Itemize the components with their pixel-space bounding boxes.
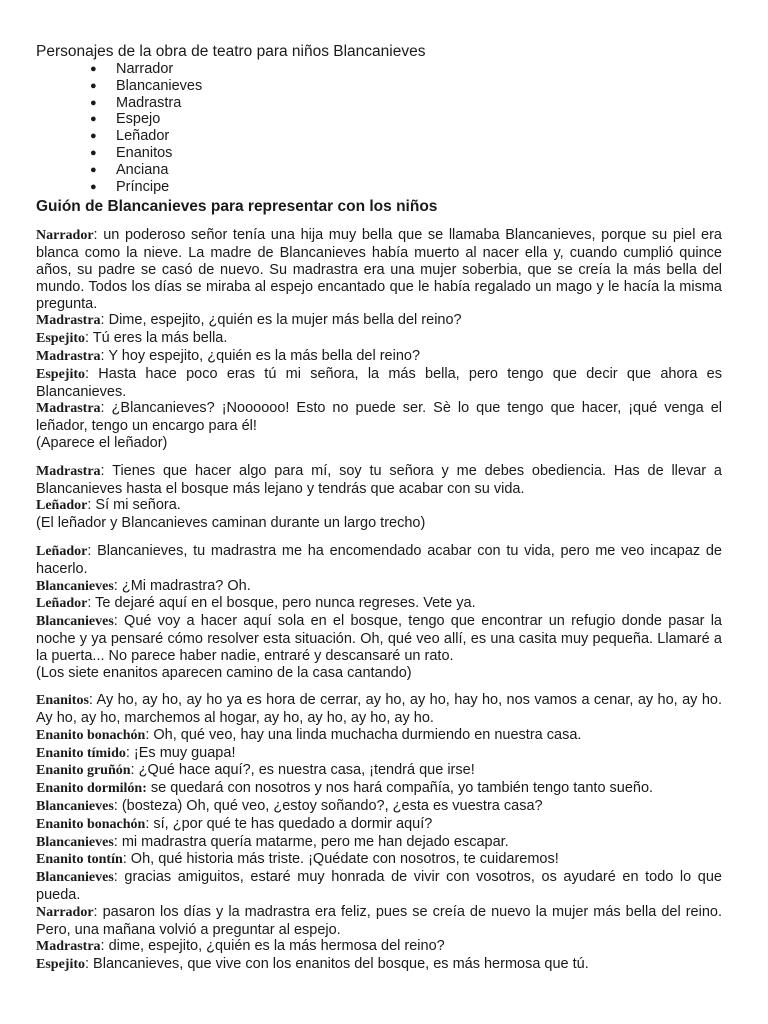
character-name: Príncipe	[116, 178, 170, 195]
speaker-name: Leñador	[36, 543, 88, 559]
character-list-item	[90, 179, 722, 196]
speaker-name: Madrastra	[36, 348, 101, 364]
dialogue-line	[36, 366, 722, 401]
dialogue-text: : Y hoy espejito, ¿quién es la más bella del reino?	[100, 347, 421, 364]
stage-direction: (El leñador y Blancanieves caminan durante un largo trecho)	[36, 515, 426, 532]
speaker-name: Blancanieves	[36, 614, 114, 630]
character-name: Espejo	[116, 111, 161, 128]
dialogue-text: : gracias amiguitos, estaré muy honrada de vivir con vosotros, os ayudaré en todo lo que pueda.	[36, 869, 722, 904]
dialogue-text: : Tienes que hacer algo para mí, soy tu señora y me debes obediencia. Has de llevar a Blancanieves hasta el bosque más lejano y tendrás que acabar con su vida.	[36, 462, 722, 497]
speaker-name: Madrastra	[36, 463, 101, 479]
script-block	[36, 692, 722, 974]
speaker-name: Leñador	[36, 596, 88, 612]
dialogue-line	[36, 578, 722, 596]
dialogue-line	[36, 595, 722, 613]
character-list	[36, 61, 722, 195]
dialogue-line	[36, 762, 722, 780]
dialogue-line	[36, 330, 722, 348]
character-list-item	[90, 95, 722, 112]
dialogue-text: : ¿Blancanieves? ¡Noooooo! Esto no puede ser. Sè lo que tengo que hacer, ¡qué venga el leñador, tengo un encargo para él!	[36, 400, 722, 435]
character-list-item	[90, 128, 722, 145]
character-list-item	[90, 111, 722, 128]
speaker-name: Enanito tontín	[36, 852, 123, 868]
script-title: Guión de Blancanieves para representar con los niños	[36, 198, 438, 216]
bullet-icon: ●	[90, 146, 97, 159]
script-body	[36, 227, 722, 974]
stage-direction: (Aparece el leñador)	[36, 434, 168, 451]
bullet-icon: ●	[90, 180, 97, 193]
dialogue-text: : Tú eres la más bella.	[85, 330, 228, 347]
speaker-name: Madrastra	[36, 401, 101, 417]
document-title: Personajes de la obra de teatro para niños Blancanieves	[36, 43, 426, 60]
dialogue-text: : (bosteza) Oh, qué veo, ¿estoy soñando?, ¿esta es vuestra casa?	[113, 798, 543, 815]
document-page	[36, 42, 722, 985]
dialogue-text: : Hasta hace poco eras tú mi señora, la más bella, pero tengo que decir que ahora es Blancanieves.	[36, 365, 722, 400]
dialogue-text: : pasaron los días y la madrastra era feliz, pues se creía de nuevo la mujer más bella del reino. Pero, una mañana volvió a preguntar al espejo.	[36, 903, 722, 938]
dialogue-text: : Oh, qué veo, hay una linda muchacha durmiendo en nuestra casa.	[145, 726, 582, 743]
bullet-icon: ●	[90, 163, 97, 176]
dialogue-text: : un poderoso señor tenía una hija muy bella que se llamaba Blancanieves, porque su piel era blanca como la nieve. La madre de Blancanieves había muerto al nacer ella y, cuando cumplió quince años, su padre se casó de nuevo. Su madrastra era una mujer soberbia, que se creía la más bella del mundo. Todos los días se miraba al espejo encantado que le había regalado un mago y le hacía la misma pregunta.	[36, 227, 722, 312]
bullet-icon: ●	[90, 130, 97, 143]
character-name: Narrador	[116, 61, 174, 77]
bullet-icon: ●	[90, 63, 97, 75]
character-list-item	[90, 61, 722, 78]
character-name: Madrastra	[116, 94, 182, 111]
speaker-name: Enanitos	[36, 693, 89, 709]
character-list-item	[90, 162, 722, 179]
speaker-name: Espejito	[36, 366, 85, 382]
speaker-name: Espejito	[36, 331, 85, 347]
character-name: Blancanieves	[116, 77, 203, 94]
script-block	[36, 543, 722, 681]
bullet-icon: ●	[90, 113, 97, 126]
bullet-icon: ●	[90, 96, 97, 109]
dialogue-line	[36, 692, 722, 727]
dialogue-line	[36, 497, 722, 515]
speaker-name: Narrador	[36, 228, 94, 244]
stage-direction: (Los siete enanitos aparecen camino de la casa cantando)	[36, 664, 412, 681]
dialogue-text: : Qué voy a hacer aquí sola en el bosque, tengo que encontrar un refugio donde pasar la noche y ya pensaré cómo resolver esta situación. Oh, qué veo allí, es una casita muy pequeña. Llamaré a la puerta... No parece haber nadie, entraré y descansaré un rato.	[36, 613, 722, 664]
character-list-item	[90, 145, 722, 162]
speaker-name: Enanito tímido	[36, 745, 126, 761]
dialogue-text: : Sí mi señora.	[87, 497, 181, 514]
dialogue-line	[36, 904, 722, 939]
dialogue-text: : Ay ho, ay ho, ay ho ya es hora de cerrar, ay ho, ay ho, hay ho, nos vamos a cenar, ay ho, ay ho. Ay ho, ay ho, marchemos al hogar, ay ho, ay ho, ay ho, ay ho.	[36, 692, 722, 727]
speaker-name: Enanito bonachón	[36, 727, 146, 743]
character-name: Leñador	[116, 128, 170, 145]
speaker-name: Madrastra	[36, 313, 101, 329]
dialogue-line	[36, 727, 722, 745]
dialogue-text: : Blancanieves, tu madrastra me ha encomendado acabar con tu vida, pero me veo incapaz de hacerlo.	[36, 542, 722, 577]
script-block	[36, 227, 722, 451]
dialogue-line	[36, 227, 722, 312]
dialogue-text: : dime, espejito, ¿quién es la más hermosa del reino?	[100, 938, 445, 955]
dialogue-text: : ¿Qué hace aquí?, es nuestra casa, ¡tendrá que irse!	[130, 762, 475, 779]
dialogue-line	[36, 834, 722, 852]
speaker-name: Enanito bonachón	[36, 816, 146, 832]
speaker-name: Blancanieves	[36, 799, 114, 815]
dialogue-text: : Blancanieves, que vive con los enanitos del bosque, es más hermosa que tú.	[85, 956, 589, 973]
dialogue-line	[36, 780, 722, 798]
dialogue-line	[36, 956, 722, 974]
character-name: Enanitos	[116, 144, 173, 161]
speaker-name: Enanito gruñón	[36, 763, 131, 779]
dialogue-text: : Oh, qué historia más triste. ¡Quédate con nosotros, te cuidaremos!	[122, 851, 559, 868]
speaker-name: Enanito dormilón:	[36, 781, 147, 797]
dialogue-line	[36, 798, 722, 816]
speaker-name: Leñador	[36, 498, 88, 514]
speaker-name: Narrador	[36, 904, 94, 920]
speaker-name: Blancanieves	[36, 834, 114, 850]
dialogue-line	[36, 400, 722, 435]
dialogue-line	[36, 851, 722, 869]
speaker-name: Blancanieves	[36, 870, 114, 886]
dialogue-text: : ¿Mi madrastra? Oh.	[113, 577, 251, 594]
dialogue-text: : mi madrastra quería matarme, pero me han dejado escapar.	[113, 833, 509, 850]
character-list-item	[90, 78, 722, 95]
dialogue-text: : Te dejaré aquí en el bosque, pero nunca regreses. Vete ya.	[87, 595, 476, 612]
dialogue-line	[36, 463, 722, 498]
dialogue-line	[36, 348, 722, 366]
dialogue-text: se quedará con nosotros y nos hará compañía, yo también tengo tanto sueño.	[146, 780, 654, 797]
dialogue-line	[36, 312, 722, 330]
dialogue-line	[36, 613, 722, 664]
speaker-name: Blancanieves	[36, 578, 114, 594]
dialogue-line	[36, 543, 722, 578]
dialogue-text: : Dime, espejito, ¿quién es la mujer más bella del reino?	[100, 312, 462, 329]
dialogue-text: : ¡Es muy guapa!	[125, 744, 236, 761]
dialogue-line	[36, 938, 722, 956]
dialogue-line	[36, 745, 722, 763]
dialogue-line	[36, 816, 722, 834]
dialogue-text: : sí, ¿por qué te has quedado a dormir aquí?	[145, 815, 433, 832]
speaker-name: Madrastra	[36, 939, 101, 955]
character-name: Anciana	[116, 161, 169, 178]
dialogue-line	[36, 869, 722, 904]
speaker-name: Espejito	[36, 957, 85, 973]
script-block	[36, 463, 722, 532]
bullet-icon: ●	[90, 79, 97, 92]
